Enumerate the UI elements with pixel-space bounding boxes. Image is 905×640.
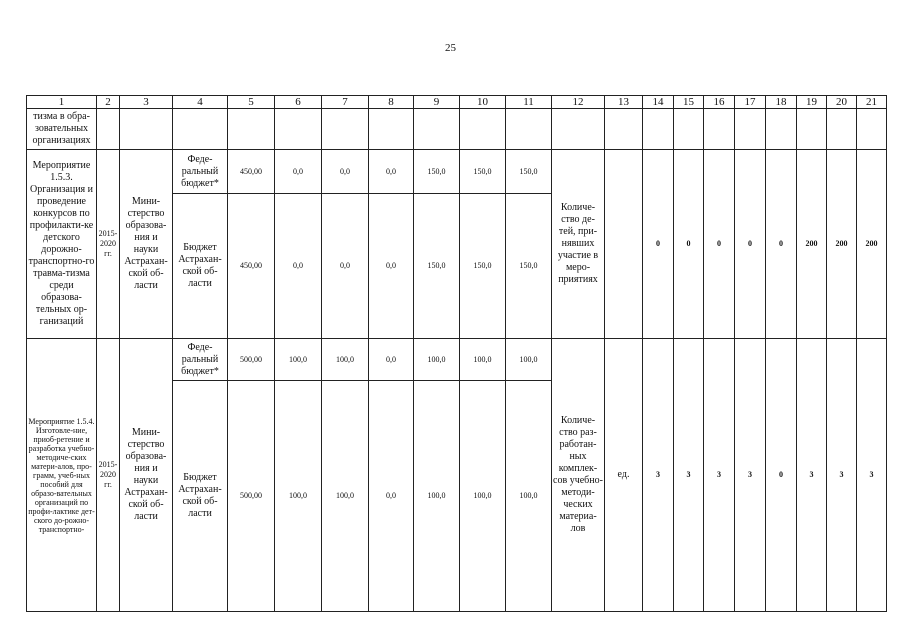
amount-cell: 0,0 [322, 150, 369, 194]
period-cell: 2015-2020 гг. [97, 339, 120, 612]
indicator-value-cell: 200 [797, 150, 827, 339]
unit-cell: ед. [605, 339, 643, 612]
amount-cell: 0,0 [275, 150, 322, 194]
indicator-value-cell: 0 [704, 150, 735, 339]
col-header: 17 [735, 96, 766, 109]
indicator-value-cell: 3 [857, 339, 887, 612]
indicator-value-cell: 3 [827, 339, 857, 612]
col-header: 20 [827, 96, 857, 109]
amount-cell: 100,0 [414, 381, 460, 612]
amount-cell: 0,0 [369, 381, 414, 612]
indicator-cell: Количе-ство раз-работан-ных комплек-сов учебно-методи-ческих материа-лов [552, 339, 605, 612]
amount-cell: 500,00 [228, 381, 275, 612]
amount-cell: 0,0 [369, 339, 414, 381]
col-header: 18 [766, 96, 797, 109]
indicator-value-cell: 200 [857, 150, 887, 339]
indicator-value-cell: 3 [643, 339, 674, 612]
col-header: 14 [643, 96, 674, 109]
funding-source-cell: Феде-ральный бюджет* [173, 150, 228, 194]
amount-cell: 0,0 [275, 194, 322, 339]
activity-name-cell: Мероприятие 1.5.3. Организация и проведение конкурсов по профилакти-ке детского дорожно-транспортно-го травма-тизма среди образова-тельных ор-ганизаций [27, 150, 97, 339]
amount-cell: 450,00 [228, 194, 275, 339]
amount-cell: 100,0 [275, 339, 322, 381]
col-header: 4 [173, 96, 228, 109]
amount-cell: 150,0 [460, 194, 506, 339]
executor-cell: Мини-стерство образова-ния и науки Астрахан-ской об-ласти [120, 150, 173, 339]
amount-cell: 0,0 [369, 194, 414, 339]
table-row [27, 339, 887, 381]
unit-cell [605, 150, 643, 339]
amount-cell: 100,0 [506, 381, 552, 612]
col-header: 6 [275, 96, 322, 109]
amount-cell: 450,00 [228, 150, 275, 194]
activity-name-cell: тизма в обра-зовательных организациях [27, 109, 97, 150]
executor-cell: Мини-стерство образова-ния и науки Астрахан-ской об-ласти [120, 339, 173, 612]
amount-cell: 0,0 [369, 150, 414, 194]
amount-cell: 100,0 [506, 339, 552, 381]
col-header: 12 [552, 96, 605, 109]
amount-cell: 100,0 [414, 339, 460, 381]
amount-cell: 100,0 [460, 339, 506, 381]
indicator-value-cell: 0 [735, 150, 766, 339]
amount-cell: 100,0 [460, 381, 506, 612]
col-header: 7 [322, 96, 369, 109]
indicator-value-cell: 3 [674, 339, 704, 612]
continuation-row [27, 109, 887, 150]
amount-cell: 100,0 [322, 381, 369, 612]
indicator-value-cell: 200 [827, 150, 857, 339]
amount-cell: 100,0 [322, 339, 369, 381]
amount-cell: 150,0 [506, 194, 552, 339]
col-header: 2 [97, 96, 120, 109]
amount-cell: 150,0 [414, 150, 460, 194]
col-header: 11 [506, 96, 552, 109]
col-header: 3 [120, 96, 173, 109]
funding-source-cell: Бюджет Астрахан-ской об-ласти [173, 381, 228, 612]
col-header: 13 [605, 96, 643, 109]
period-cell: 2015-2020 гг. [97, 150, 120, 339]
col-header: 16 [704, 96, 735, 109]
indicator-value-cell: 3 [704, 339, 735, 612]
funding-source-cell: Феде-ральный бюджет* [173, 339, 228, 381]
col-header: 9 [414, 96, 460, 109]
indicator-value-cell: 0 [766, 339, 797, 612]
activity-name-cell: Мероприятие 1.5.4. Изготовле-ние, приоб-ретение и разработка учебно-методиче-ских матери-алов, про-грамм, учеб-ных пособий для образо-вательных организаций по профи-лактике дет-ского до-рожно-транспортно- [27, 339, 97, 612]
col-header: 10 [460, 96, 506, 109]
indicator-value-cell: 0 [643, 150, 674, 339]
amount-cell: 100,0 [275, 381, 322, 612]
col-header: 15 [674, 96, 704, 109]
amount-cell: 500,00 [228, 339, 275, 381]
indicator-cell: Количе-ство де-тей, при-нявших участие в меро-приятиях [552, 150, 605, 339]
program-table [26, 95, 887, 612]
amount-cell: 150,0 [506, 150, 552, 194]
amount-cell: 0,0 [322, 194, 369, 339]
col-header: 8 [369, 96, 414, 109]
col-header: 21 [857, 96, 887, 109]
amount-cell: 150,0 [460, 150, 506, 194]
amount-cell: 150,0 [414, 194, 460, 339]
indicator-value-cell: 0 [674, 150, 704, 339]
table-row [27, 150, 887, 194]
indicator-value-cell: 3 [735, 339, 766, 612]
page-number: 25 [445, 42, 456, 54]
column-number-row [27, 96, 887, 109]
indicator-value-cell: 3 [797, 339, 827, 612]
col-header: 5 [228, 96, 275, 109]
col-header: 19 [797, 96, 827, 109]
col-header: 1 [27, 96, 97, 109]
indicator-value-cell: 0 [766, 150, 797, 339]
funding-source-cell: Бюджет Астрахан-ской об-ласти [173, 194, 228, 339]
